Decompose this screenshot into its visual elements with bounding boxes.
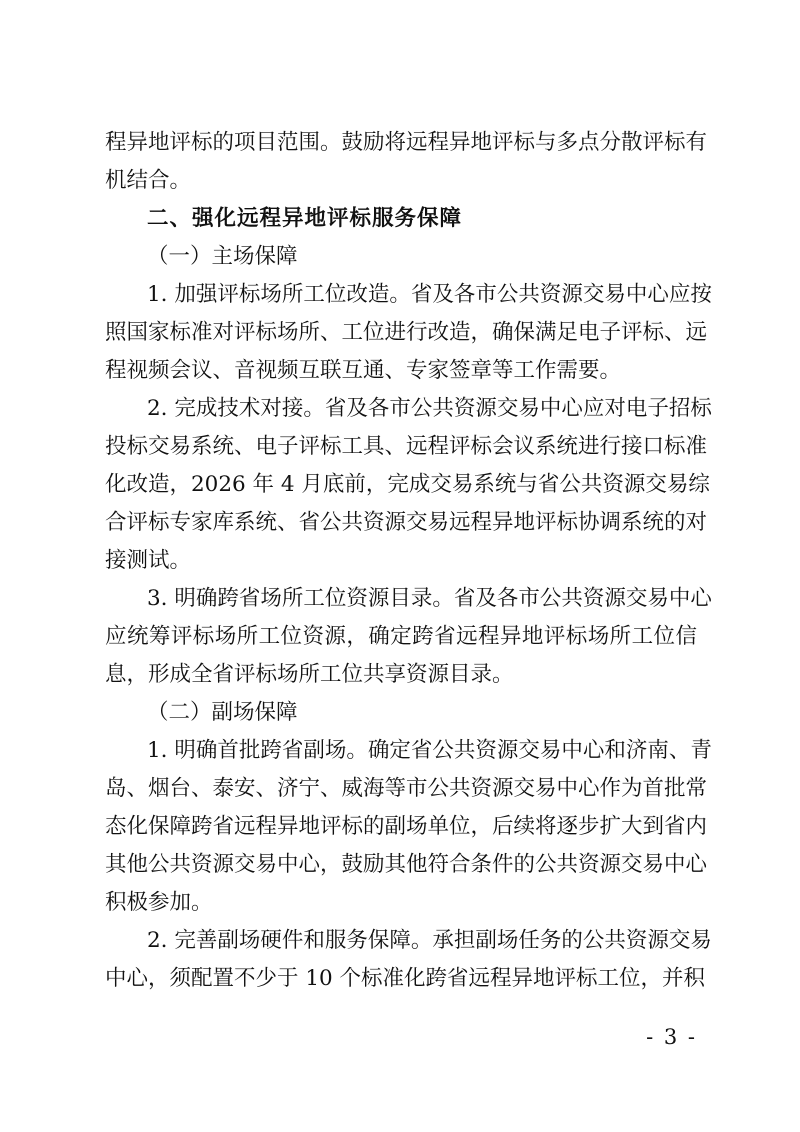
paragraph-line: 积极参加。 <box>105 890 213 915</box>
paragraph-line: 态化保障跨省远程异地评标的副场单位，后续将逐步扩大到省内 <box>105 814 708 839</box>
section-heading: 二、强化远程异地评标服务保障 <box>147 206 463 231</box>
paragraph-line: 中心，须配置不少于 10 个标准化跨省远程异地评标工位，并积 <box>105 966 706 991</box>
paragraph-line: 程异地评标的项目范围。鼓励将远程异地评标与多点分散评标有 <box>105 130 708 155</box>
paragraph-line: 合评标专家库系统、省公共资源交易远程异地评标协调系统的对 <box>105 510 708 535</box>
paragraph-line: 投标交易系统、电子评标工具、远程评标会议系统进行接口标准 <box>105 434 708 459</box>
paragraph-line: 照国家标准对评标场所、工位进行改造，确保满足电子评标、远 <box>105 320 708 345</box>
paragraph-line: 1. 明确首批跨省副场。确定省公共资源交易中心和济南、青 <box>147 738 712 763</box>
paragraph-line: 程视频会议、音视频互联互通、专家签章等工作需要。 <box>105 358 622 383</box>
paragraph-line: 接测试。 <box>105 548 192 573</box>
subsection-heading: （一）主场保障 <box>147 244 298 269</box>
paragraph-line: 2. 完成技术对接。省及各市公共资源交易中心应对电子招标 <box>147 396 712 421</box>
paragraph-line: 息，形成全省评标场所工位共享资源目录。 <box>105 662 514 687</box>
page-number: - 3 - <box>646 1025 697 1049</box>
paragraph-line: 化改造，2026 年 4 月底前，完成交易系统与省公共资源交易综 <box>105 472 710 497</box>
paragraph-line: 应统筹评标场所工位资源，确定跨省远程异地评标场所工位信 <box>105 624 697 649</box>
paragraph-line: 岛、烟台、泰安、济宁、威海等市公共资源交易中心作为首批常 <box>105 776 708 801</box>
paragraph-line: 机结合。 <box>105 168 192 193</box>
paragraph-line: 3. 明确跨省场所工位资源目录。省及各市公共资源交易中心 <box>147 586 712 611</box>
subsection-heading: （二）副场保障 <box>147 700 298 725</box>
paragraph-line: 其他公共资源交易中心，鼓励其他符合条件的公共资源交易中心 <box>105 852 708 877</box>
paragraph-line: 2. 完善副场硬件和服务保障。承担副场任务的公共资源交易 <box>147 928 712 953</box>
paragraph-line: 1. 加强评标场所工位改造。省及各市公共资源交易中心应按 <box>147 282 712 307</box>
